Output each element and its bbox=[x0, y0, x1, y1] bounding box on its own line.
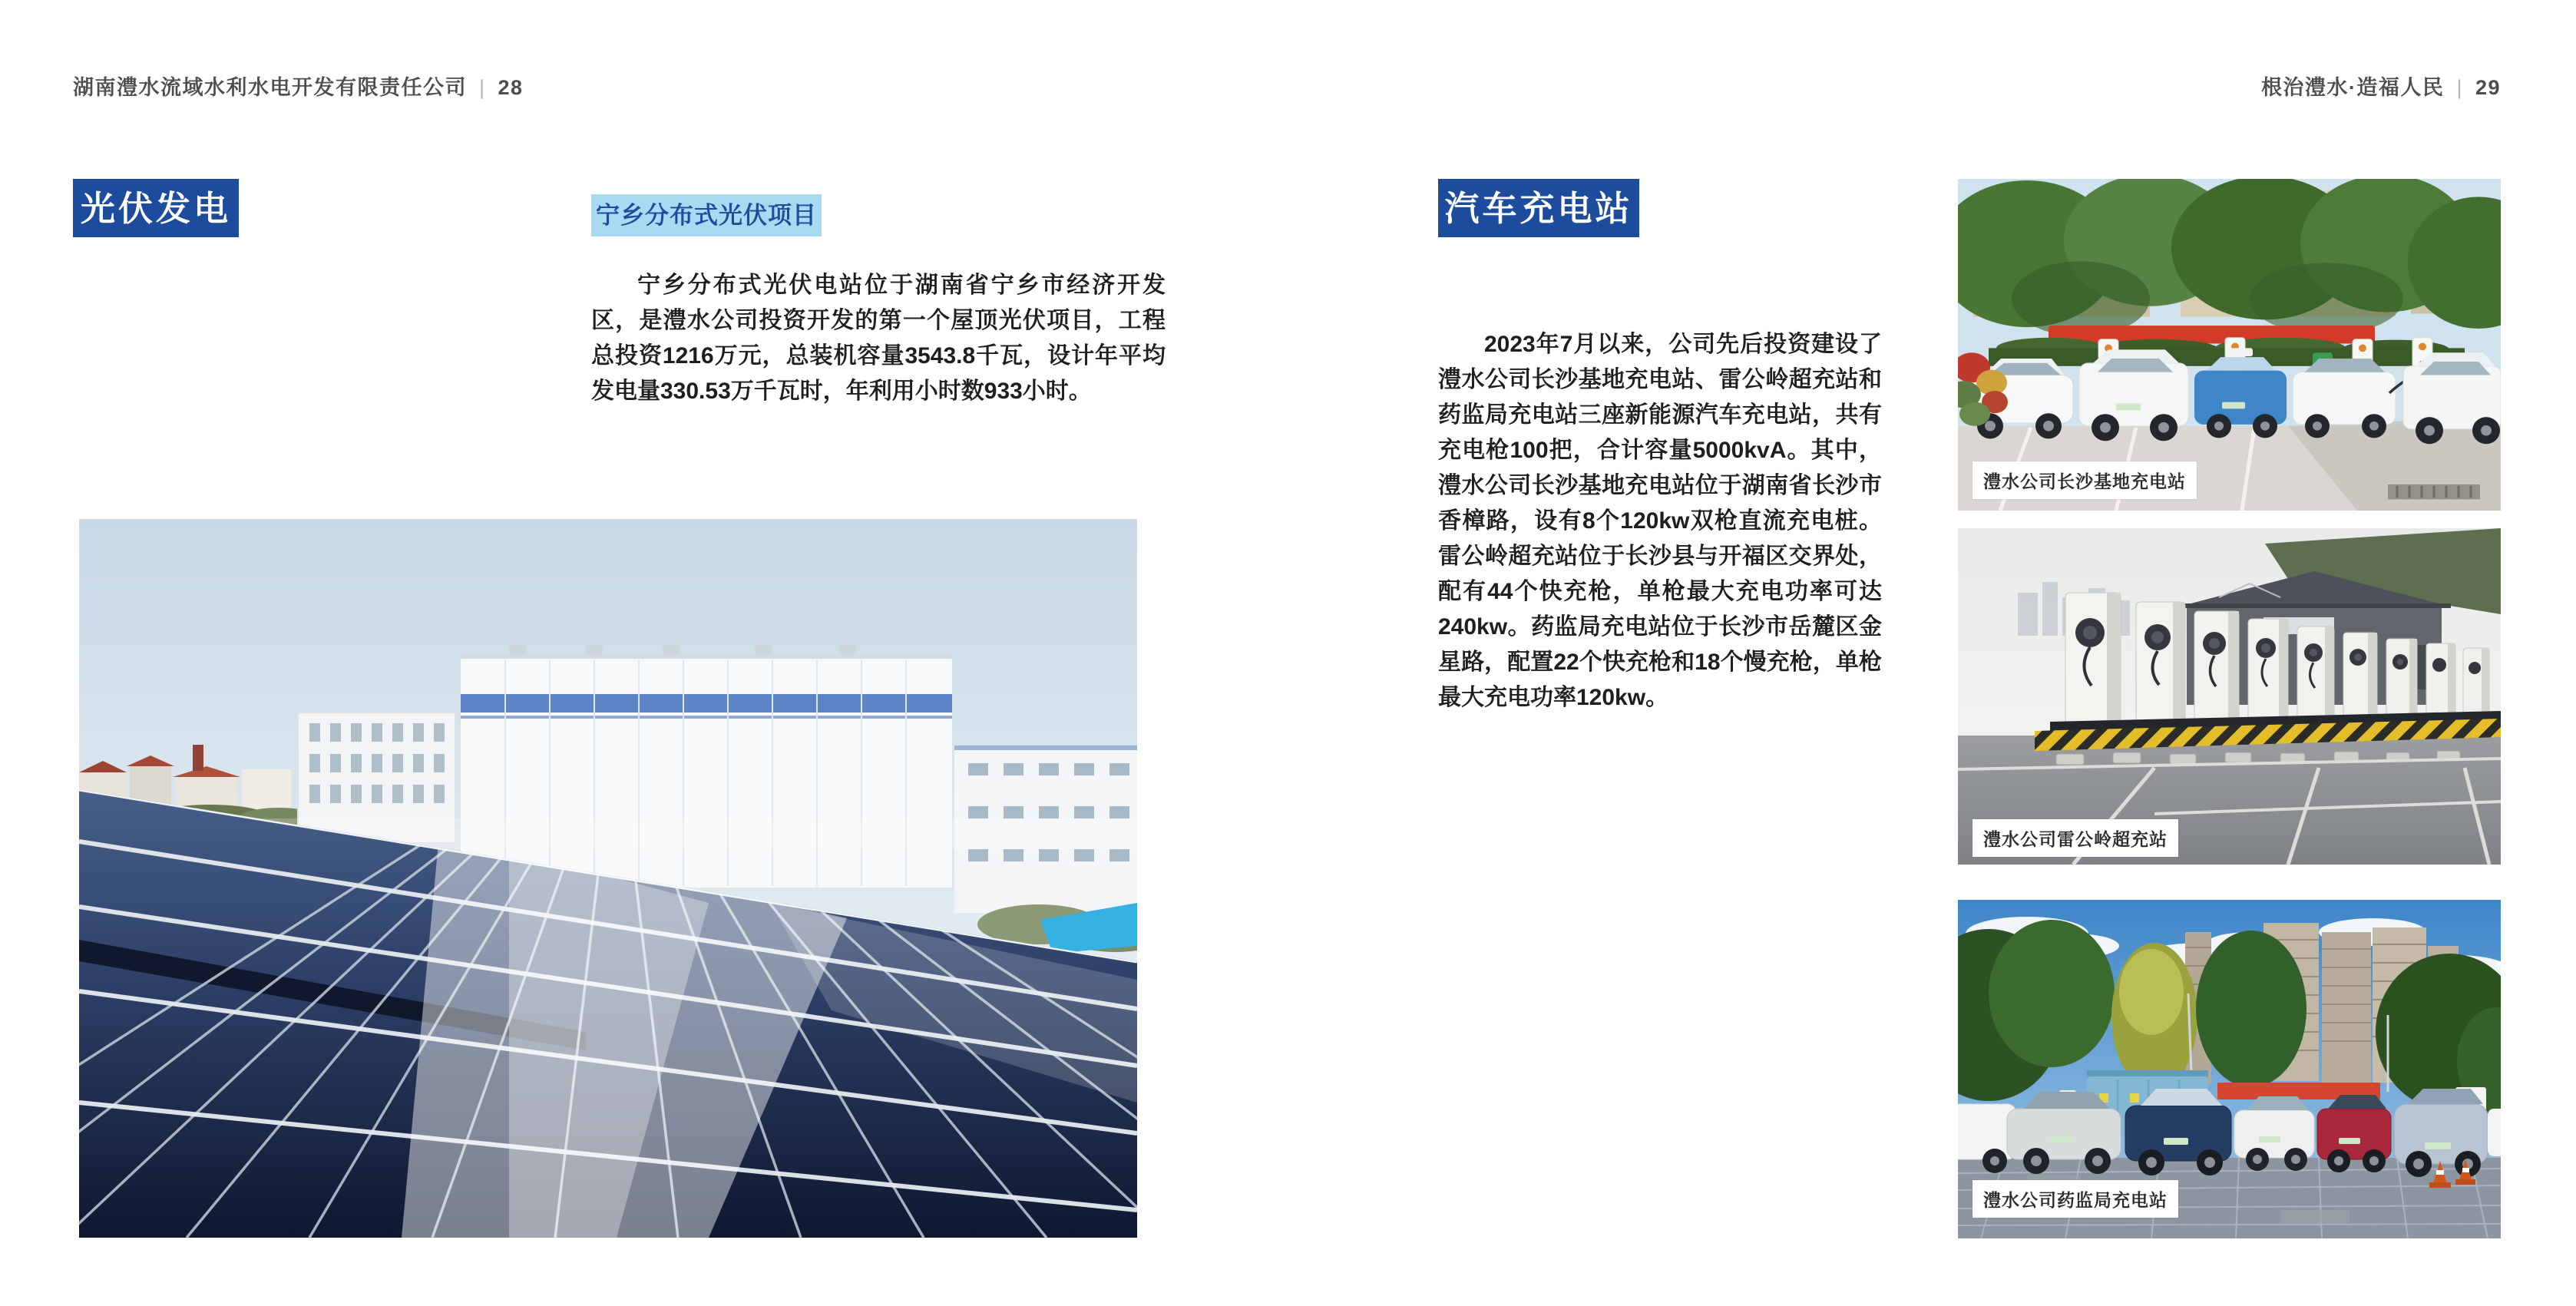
header-separator: | bbox=[2456, 76, 2463, 99]
page-number-right: 29 bbox=[2475, 76, 2501, 99]
subsection-title-ningxiang-pv: 宁乡分布式光伏项目 bbox=[591, 194, 822, 236]
ev-stations-paragraph: 2023年7月以来，公司先后投资建设了澧水公司长沙基地充电站、雷公岭超充站和药监局充电站三座新能源汽车充电站，共有充电枪100把，合计容量5000kvA。其中，澧水公司长沙基地充电站位于湖南省长沙市香樟路，设有8个120kw双枪直流充电桩。雷公岭超充站位于长沙县与开福区交界处，配有44个快充枪，单枪最大充电功率可达240kw。药监局充电站位于长沙市岳麓区金星路，配置22个快充枪和18个慢充枪，单枪最大充电功率120kw。 bbox=[1438, 332, 1882, 710]
section-title-ev-charging: 汽车充电站 bbox=[1438, 179, 1639, 237]
header-separator: | bbox=[479, 76, 486, 99]
page-number-left: 28 bbox=[498, 76, 524, 99]
yaojianju-station-photo bbox=[1958, 900, 2501, 1238]
rooftop-solar-photo bbox=[79, 519, 1137, 1238]
leigongling-station-photo bbox=[1958, 528, 2501, 865]
pv-project-paragraph: 宁乡分布式光伏电站位于湖南省宁乡市经济开发区，是澧水公司投资开发的第一个屋顶光伏项目，工程总投资1216万元，总装机容量3543.8千瓦，设计年平均发电量330.53万千瓦时，年利用小时数933小时。 bbox=[591, 273, 1166, 404]
changsha-base-station-photo bbox=[1958, 179, 2501, 511]
white-car-partial-right bbox=[2488, 1109, 2501, 1156]
photo-caption: 澧水公司雷公岭超充站 bbox=[1973, 819, 2178, 857]
photo-caption: 澧水公司药监局充电站 bbox=[1973, 1180, 2178, 1218]
left-page-header bbox=[73, 71, 524, 101]
leigongling-illustration bbox=[1958, 528, 2501, 865]
right-page-header bbox=[2261, 71, 2501, 101]
rooftop-solar-illustration bbox=[79, 519, 1137, 1238]
photo-caption: 澧水公司长沙基地充电站 bbox=[1973, 461, 2197, 499]
company-name: 湖南澧水流域水利水电开发有限责任公司 bbox=[73, 76, 467, 99]
section-title-photovoltaic: 光伏发电 bbox=[73, 179, 239, 237]
slogan: 根治澧水·造福人民 bbox=[2260, 76, 2445, 99]
